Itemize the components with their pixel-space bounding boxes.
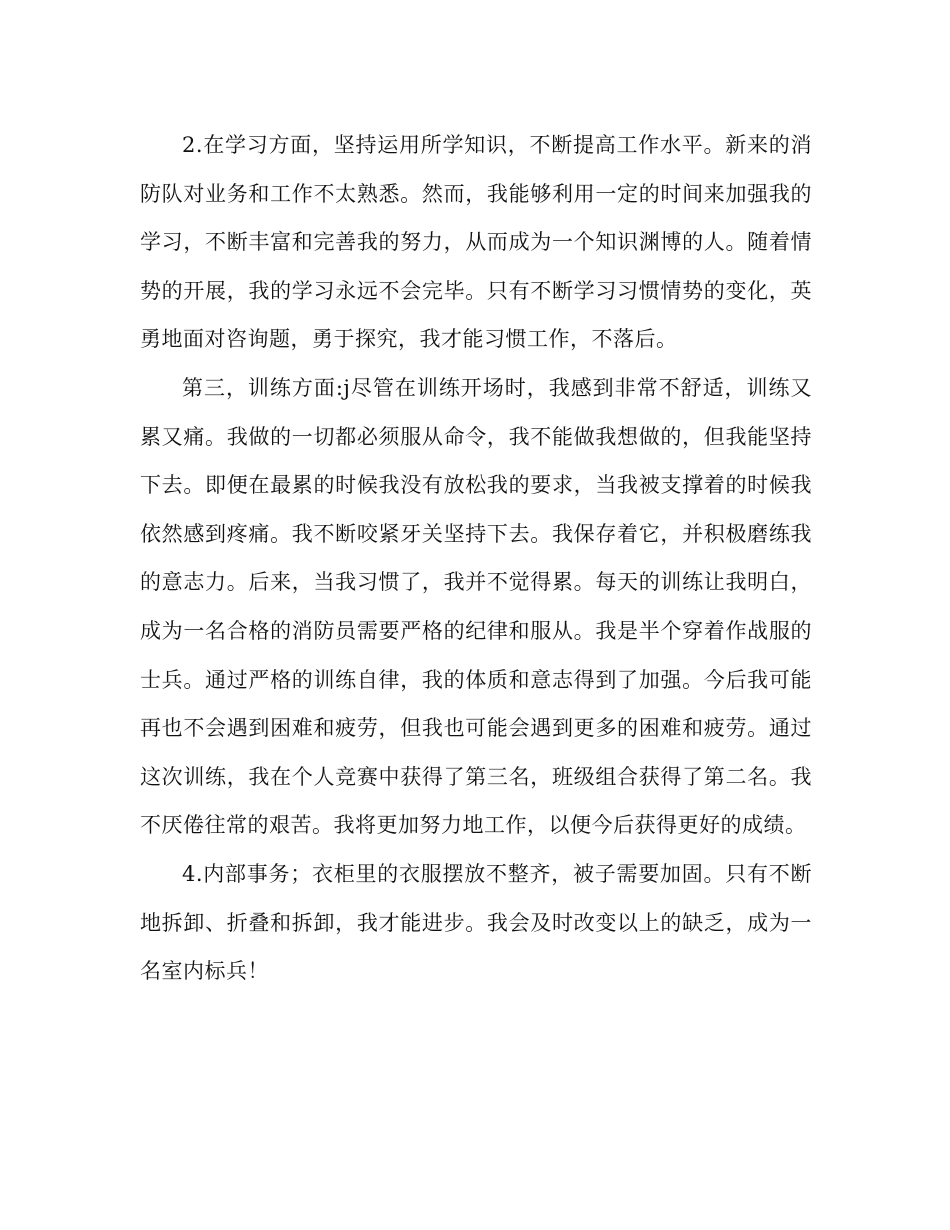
document-body: [140, 121, 812, 996]
paragraph-study: 2.在学习方面，坚持运用所学知识，不断提高工作水平。新来的消防队对业务和工作不太熟悉。然而，我能够利用一定的时间来加强我的学习，不断丰富和完善我的努力，从而成为一个知识渊博的人。随着情势的开展，我的学习永远不会完毕。只有不断学习习惯情势的变化，英勇地面对咨询题，勇于探究，我才能习惯工作，不落后。: [140, 133, 812, 352]
paragraph-training: 第三，训练方面:j尽管在训练开场时，我感到非常不舒适，训练又累又痛。我做的一切都必须服从命令，我不能做我想做的，但我能坚持下去。即便在最累的时候我没有放松我的要求，当我被支撑着的时候我依然感到疼痛。我不断咬紧牙关坚持下去。我保存着它，并积极磨练我的意志力。后来，当我习惯了，我并不觉得累。每天的训练让我明白，成为一名合格的消防员需要严格的纪律和服从。我是半个穿着作战服的士兵。通过严格的训练自律，我的体质和意志得到了加强。今后我可能再也不会遇到困难和疲劳，但我也可能会遇到更多的困难和疲劳。通过这次训练，我在个人竞赛中获得了第三名，班级组合获得了第二名。我不厌倦往常的艰苦。我将更加努力地工作，以便今后获得更好的成绩。: [140, 375, 812, 838]
paragraph-internal-affairs: 4.内部事务；衣柜里的衣服摆放不整齐，被子需要加固。只有不断地拆卸、折叠和拆卸，我才能进步。我会及时改变以上的缺乏，成为一名室内标兵！: [140, 861, 812, 984]
